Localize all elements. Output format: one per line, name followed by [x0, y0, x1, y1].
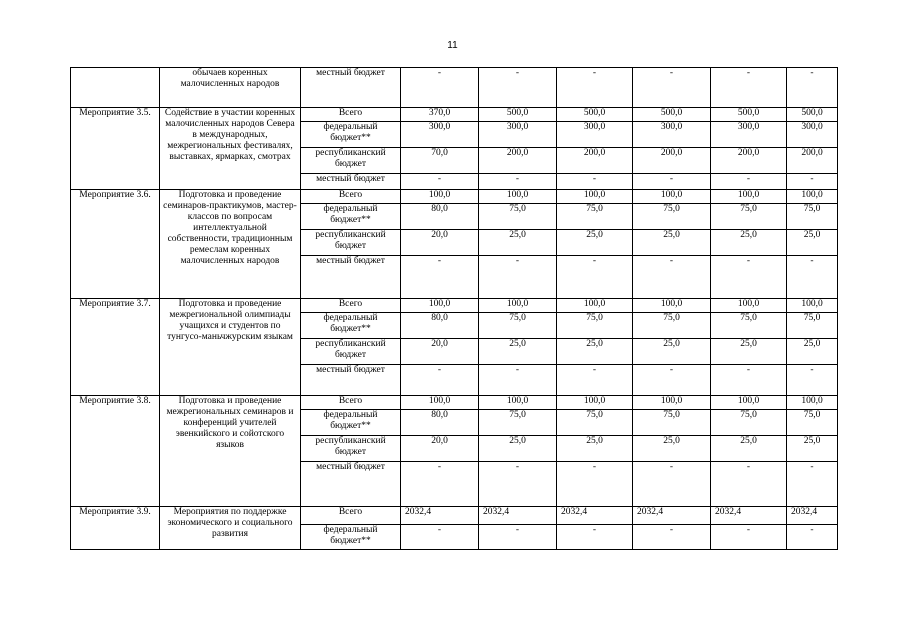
- funding-value-cell: 25,0: [711, 436, 787, 462]
- funding-value-cell: 2032,4: [633, 507, 711, 525]
- funding-value-cell: 25,0: [479, 436, 557, 462]
- funding-source-cell: местный бюджет: [301, 462, 401, 507]
- funding-source-cell: федеральный бюджет**: [301, 410, 401, 436]
- funding-value-cell: 100,0: [479, 299, 557, 313]
- funding-value-cell: 25,0: [633, 230, 711, 256]
- funding-value-cell: -: [557, 462, 633, 507]
- funding-source-cell: местный бюджет: [301, 256, 401, 299]
- funding-value-cell: 75,0: [711, 204, 787, 230]
- funding-value-cell: 25,0: [787, 230, 838, 256]
- funding-value-cell: -: [557, 174, 633, 190]
- funding-source-cell: Всего: [301, 507, 401, 525]
- funding-value-cell: 2032,4: [557, 507, 633, 525]
- funding-value-cell: -: [633, 525, 711, 550]
- funding-value-cell: 25,0: [557, 436, 633, 462]
- funding-value-cell: 200,0: [633, 148, 711, 174]
- funding-source-cell: местный бюджет: [301, 365, 401, 396]
- funding-value-cell: 500,0: [557, 108, 633, 122]
- funding-value-cell: -: [401, 525, 479, 550]
- measure-description-cell: Подготовка и проведение межрегиональных семинаров и конференций учителей эвенкийского и сойотского языков: [160, 396, 301, 507]
- table-row: [71, 190, 838, 204]
- funding-value-cell: 500,0: [787, 108, 838, 122]
- funding-value-cell: -: [711, 68, 787, 108]
- funding-value-cell: 500,0: [479, 108, 557, 122]
- funding-value-cell: 100,0: [711, 396, 787, 410]
- funding-value-cell: 200,0: [557, 148, 633, 174]
- funding-value-cell: -: [787, 525, 838, 550]
- funding-source-cell: республиканский бюджет: [301, 230, 401, 256]
- funding-value-cell: 75,0: [479, 313, 557, 339]
- table-row: [71, 507, 838, 525]
- funding-value-cell: 300,0: [401, 122, 479, 148]
- funding-value-cell: 300,0: [479, 122, 557, 148]
- funding-value-cell: 25,0: [711, 339, 787, 365]
- funding-source-cell: федеральный бюджет**: [301, 525, 401, 550]
- funding-value-cell: -: [711, 174, 787, 190]
- funding-value-cell: -: [557, 256, 633, 299]
- funding-value-cell: 75,0: [787, 410, 838, 436]
- funding-value-cell: 100,0: [633, 190, 711, 204]
- funding-value-cell: 500,0: [633, 108, 711, 122]
- funding-source-cell: федеральный бюджет**: [301, 313, 401, 339]
- funding-source-cell: Всего: [301, 299, 401, 313]
- funding-value-cell: 100,0: [633, 299, 711, 313]
- funding-value-cell: 25,0: [557, 230, 633, 256]
- funding-value-cell: 25,0: [711, 230, 787, 256]
- funding-value-cell: 80,0: [401, 410, 479, 436]
- funding-value-cell: 100,0: [479, 190, 557, 204]
- funding-value-cell: 25,0: [633, 339, 711, 365]
- funding-value-cell: 25,0: [557, 339, 633, 365]
- funding-value-cell: -: [401, 365, 479, 396]
- funding-value-cell: -: [633, 256, 711, 299]
- funding-source-cell: местный бюджет: [301, 174, 401, 190]
- measure-name-cell: Мероприятие 3.8.: [71, 396, 160, 507]
- funding-value-cell: 100,0: [787, 396, 838, 410]
- funding-value-cell: 200,0: [479, 148, 557, 174]
- funding-value-cell: -: [711, 256, 787, 299]
- table-row: [71, 396, 838, 410]
- funding-value-cell: 300,0: [633, 122, 711, 148]
- funding-value-cell: -: [787, 174, 838, 190]
- funding-value-cell: 75,0: [479, 204, 557, 230]
- funding-value-cell: -: [557, 68, 633, 108]
- funding-value-cell: -: [479, 365, 557, 396]
- funding-value-cell: 20,0: [401, 230, 479, 256]
- funding-value-cell: -: [787, 68, 838, 108]
- funding-value-cell: 2032,4: [787, 507, 838, 525]
- funding-source-cell: республиканский бюджет: [301, 339, 401, 365]
- funding-source-cell: Всего: [301, 190, 401, 204]
- budget-table: [70, 67, 838, 550]
- funding-value-cell: 100,0: [401, 299, 479, 313]
- funding-value-cell: -: [479, 525, 557, 550]
- funding-value-cell: 25,0: [479, 339, 557, 365]
- table-row: [71, 68, 838, 108]
- measure-description-cell: Содействие в участии коренных малочисленных народов Севера в международных, межрегиональных фестивалях, выставках, ярмарках, смотрах: [160, 108, 301, 190]
- funding-value-cell: -: [633, 462, 711, 507]
- funding-value-cell: 100,0: [787, 190, 838, 204]
- funding-value-cell: 100,0: [557, 190, 633, 204]
- funding-value-cell: 75,0: [633, 313, 711, 339]
- funding-value-cell: 300,0: [557, 122, 633, 148]
- funding-value-cell: 75,0: [557, 313, 633, 339]
- table-row: [71, 108, 838, 122]
- funding-value-cell: 75,0: [711, 313, 787, 339]
- funding-source-cell: республиканский бюджет: [301, 148, 401, 174]
- funding-source-cell: федеральный бюджет**: [301, 204, 401, 230]
- measure-name-cell: [71, 68, 160, 108]
- funding-value-cell: -: [557, 365, 633, 396]
- measure-description-cell: обычаев коренных малочисленных народов: [160, 68, 301, 108]
- table-row: [71, 299, 838, 313]
- funding-value-cell: -: [787, 462, 838, 507]
- funding-value-cell: 2032,4: [401, 507, 479, 525]
- measure-name-cell: Мероприятие 3.6.: [71, 190, 160, 299]
- funding-value-cell: -: [479, 174, 557, 190]
- funding-value-cell: -: [711, 462, 787, 507]
- funding-value-cell: -: [401, 462, 479, 507]
- funding-value-cell: -: [479, 256, 557, 299]
- funding-value-cell: 25,0: [787, 436, 838, 462]
- measure-description-cell: Мероприятия по поддержке экономического и социального развития: [160, 507, 301, 550]
- funding-value-cell: 500,0: [711, 108, 787, 122]
- measure-description-cell: Подготовка и проведение межрегиональной олимпиады учащихся и студентов по тунгусо-маньчжурским языкам: [160, 299, 301, 396]
- funding-value-cell: 100,0: [401, 190, 479, 204]
- funding-value-cell: 25,0: [479, 230, 557, 256]
- funding-value-cell: 75,0: [557, 204, 633, 230]
- funding-value-cell: -: [479, 68, 557, 108]
- funding-value-cell: 100,0: [557, 396, 633, 410]
- funding-value-cell: 100,0: [401, 396, 479, 410]
- funding-value-cell: 200,0: [711, 148, 787, 174]
- funding-value-cell: -: [479, 462, 557, 507]
- funding-value-cell: 75,0: [479, 410, 557, 436]
- funding-value-cell: 100,0: [633, 396, 711, 410]
- funding-value-cell: 25,0: [787, 339, 838, 365]
- funding-value-cell: 80,0: [401, 313, 479, 339]
- funding-value-cell: -: [557, 525, 633, 550]
- measure-name-cell: Мероприятие 3.5.: [71, 108, 160, 190]
- funding-value-cell: 75,0: [787, 313, 838, 339]
- funding-value-cell: 300,0: [787, 122, 838, 148]
- funding-value-cell: -: [633, 365, 711, 396]
- funding-source-cell: Всего: [301, 108, 401, 122]
- funding-value-cell: 75,0: [787, 204, 838, 230]
- funding-value-cell: -: [711, 525, 787, 550]
- funding-value-cell: 100,0: [787, 299, 838, 313]
- funding-value-cell: -: [633, 174, 711, 190]
- funding-source-cell: Всего: [301, 396, 401, 410]
- funding-value-cell: 100,0: [711, 190, 787, 204]
- measure-name-cell: Мероприятие 3.9.: [71, 507, 160, 550]
- funding-value-cell: -: [401, 68, 479, 108]
- funding-value-cell: 20,0: [401, 436, 479, 462]
- funding-value-cell: -: [711, 365, 787, 396]
- funding-value-cell: 2032,4: [711, 507, 787, 525]
- measure-name-cell: Мероприятие 3.7.: [71, 299, 160, 396]
- funding-value-cell: -: [787, 365, 838, 396]
- funding-value-cell: 70,0: [401, 148, 479, 174]
- funding-source-cell: республиканский бюджет: [301, 436, 401, 462]
- funding-value-cell: 100,0: [711, 299, 787, 313]
- funding-value-cell: 2032,4: [479, 507, 557, 525]
- funding-value-cell: 80,0: [401, 204, 479, 230]
- funding-source-cell: федеральный бюджет**: [301, 122, 401, 148]
- funding-value-cell: -: [401, 256, 479, 299]
- funding-value-cell: 370,0: [401, 108, 479, 122]
- funding-value-cell: -: [633, 68, 711, 108]
- funding-value-cell: 100,0: [479, 396, 557, 410]
- funding-value-cell: -: [787, 256, 838, 299]
- funding-value-cell: 20,0: [401, 339, 479, 365]
- funding-value-cell: 75,0: [711, 410, 787, 436]
- funding-value-cell: 25,0: [633, 436, 711, 462]
- funding-value-cell: 100,0: [557, 299, 633, 313]
- funding-value-cell: 75,0: [633, 410, 711, 436]
- measure-description-cell: Подготовка и проведение семинаров-практикумов, мастер-классов по вопросам интеллектуальной собственности, традиционным ремеслам коренных малочисленных народов: [160, 190, 301, 299]
- funding-value-cell: 300,0: [711, 122, 787, 148]
- funding-value-cell: -: [401, 174, 479, 190]
- funding-value-cell: 75,0: [633, 204, 711, 230]
- funding-value-cell: 75,0: [557, 410, 633, 436]
- page-number: 11: [447, 40, 458, 51]
- funding-value-cell: 200,0: [787, 148, 838, 174]
- funding-source-cell: местный бюджет: [301, 68, 401, 108]
